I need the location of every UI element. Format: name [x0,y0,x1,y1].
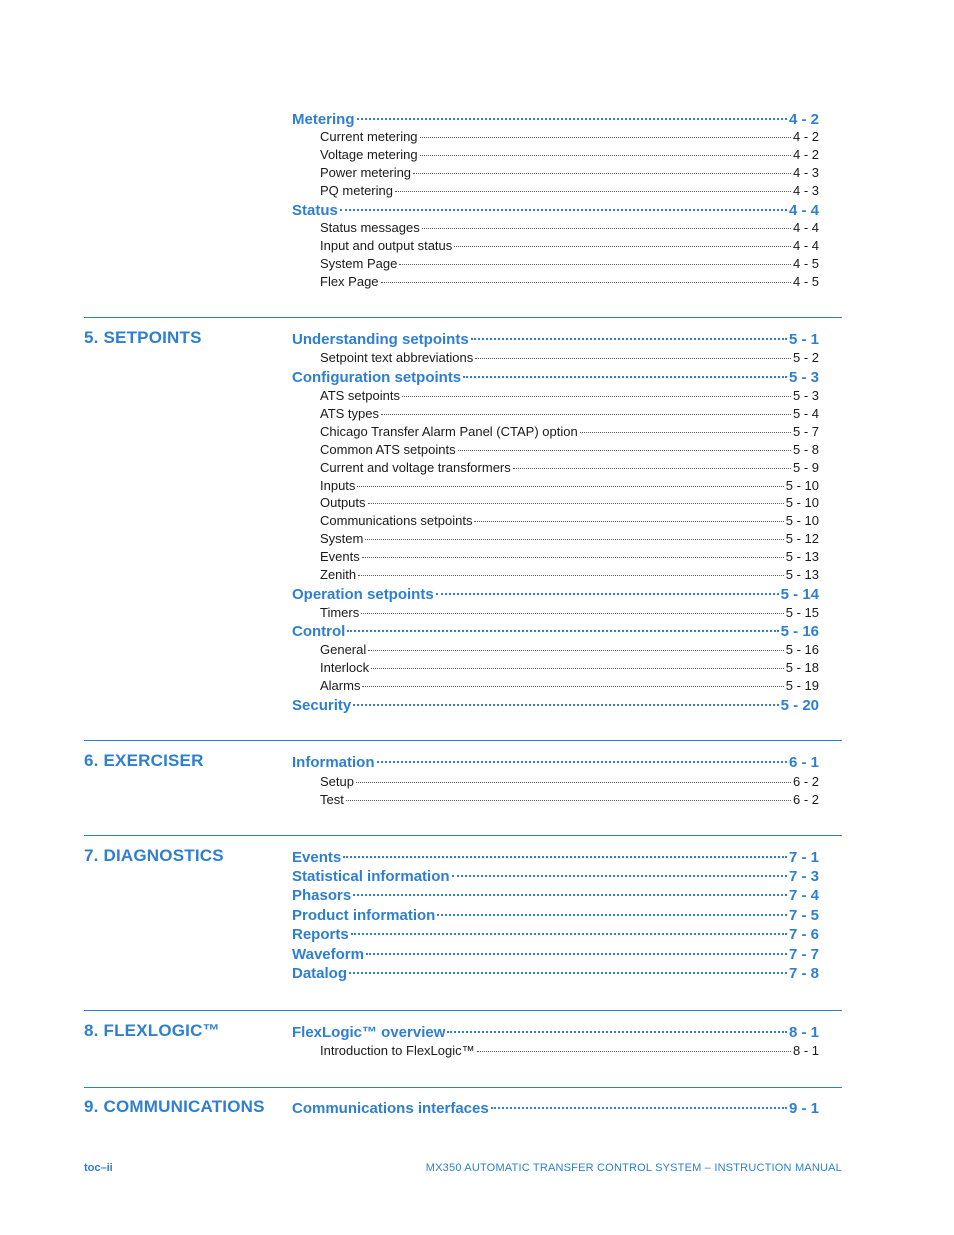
toc-entry-page: 6 - 2 [792,792,819,807]
toc-entry-title: Setup [320,774,354,789]
toc-entry-page: 5 - 4 [792,406,819,421]
dot-leader [452,875,787,877]
toc-entry-title: Interlock [320,660,370,675]
toc-entry-page: 5 - 16 [780,623,819,640]
dot-leader [371,668,784,669]
toc-subsection-link[interactable] [320,146,819,164]
toc-entry-title: PQ metering [320,183,393,198]
toc-section-link[interactable] [292,1023,819,1042]
toc-section-link[interactable] [292,368,819,387]
toc-entry-title: Voltage metering [320,147,418,162]
toc-entry-page: 4 - 4 [792,238,819,253]
chapter-heading[interactable]: 6. EXERCISER [84,751,204,770]
toc-section-link[interactable] [292,110,819,129]
toc-entry-title: Setpoint text abbreviations [320,350,474,365]
toc-entry-title: Status [292,202,338,219]
toc-entry-title: Test [320,792,344,807]
dot-leader [361,613,784,614]
toc-entry-page: 7 - 5 [788,907,819,924]
toc-entry-title: Phasors [292,887,352,904]
toc-subsection-link[interactable] [320,494,819,512]
toc-entry-page: 5 - 10 [785,513,819,528]
toc-subsection-link[interactable] [320,441,819,459]
dot-leader [437,914,787,916]
toc-subsection-link[interactable] [320,255,819,273]
dot-leader [447,1031,787,1033]
toc-entry-page: 5 - 8 [792,442,819,457]
toc-section-link[interactable] [292,925,819,944]
section-divider [84,1087,842,1088]
dot-leader [399,264,791,265]
toc-entry-title: Zenith [320,567,357,582]
toc-entry-title: ATS setpoints [320,388,400,403]
toc-entry-title: Introduction to FlexLogic™ [320,1043,475,1058]
dot-leader [368,650,784,651]
dot-leader [463,376,787,378]
section-divider [84,317,842,318]
dot-leader [436,593,779,595]
toc-entry-page: 4 - 2 [788,111,819,128]
toc-entry-title: Common ATS setpoints [320,442,456,457]
toc-subsection-link[interactable] [320,773,819,791]
dot-leader [353,704,778,706]
toc-entry-page: 7 - 7 [788,946,819,963]
toc-entry-title: ATS types [320,406,380,421]
dot-leader [477,1051,791,1052]
toc-subsection-link[interactable] [320,477,819,495]
toc-entry-title: FlexLogic™ overview [292,1024,446,1041]
toc-entry-title: Configuration setpoints [292,369,462,386]
toc-entry-page: 5 - 13 [785,549,819,564]
toc-entry-title: Outputs [320,495,366,510]
toc-entry-page: 7 - 6 [788,926,819,943]
dot-leader [357,118,787,120]
toc-subsection-link[interactable] [320,604,819,622]
toc-entry-page: 7 - 4 [788,887,819,904]
toc-entry-title: Current metering [320,129,418,144]
toc-subsection-link[interactable] [320,530,819,548]
toc-entry-title: Inputs [320,478,356,493]
dot-leader [381,282,791,283]
toc-entry-page: 7 - 8 [788,965,819,982]
toc-section-link[interactable] [292,753,819,772]
toc-subsection-link[interactable] [320,641,819,659]
toc-entry-page: 8 - 1 [788,1024,819,1041]
toc-section-link[interactable] [292,867,819,886]
toc-entry-title: Current and voltage transformers [320,460,511,475]
dot-leader [420,137,791,138]
toc-entry-title: Control [292,623,346,640]
toc-entry-page: 4 - 3 [792,165,819,180]
toc-subsection-link[interactable] [320,791,819,809]
dot-leader [340,209,787,211]
toc-entry-title: Operation setpoints [292,586,434,603]
toc-entry-page: 4 - 2 [792,129,819,144]
toc-section-link[interactable] [292,906,819,925]
dot-leader [358,575,784,576]
toc-entry-title: Security [292,697,352,714]
dot-leader [454,246,791,247]
toc-entry-page: 5 - 18 [785,660,819,675]
dot-leader [347,630,778,632]
toc-entry-page: 4 - 5 [792,256,819,271]
toc-entry-title: Product information [292,907,436,924]
toc-entry-title: Status messages [320,220,420,235]
toc-entry-page: 5 - 14 [780,586,819,603]
toc-subsection-link[interactable] [320,349,819,367]
dot-leader [580,432,791,433]
dot-leader [356,782,791,783]
dot-leader [353,894,787,896]
toc-entry-title: Communications setpoints [320,513,473,528]
dot-leader [346,800,791,801]
toc-entry-page: 9 - 1 [788,1100,819,1117]
toc-subsection-link[interactable] [320,387,819,405]
toc-entry-title: System [320,531,364,546]
toc-entry-title: Events [320,549,360,564]
toc-entry-page: 5 - 13 [785,567,819,582]
chapter-heading[interactable]: 7. DIAGNOSTICS [84,846,224,865]
dot-leader [402,396,791,397]
toc-entry-page: 5 - 1 [788,331,819,348]
toc-entry-page: 5 - 10 [785,478,819,493]
toc-entry-page: 5 - 15 [785,605,819,620]
dot-leader [357,486,783,487]
toc-entry-title: General [320,642,367,657]
section-divider [84,1010,842,1011]
dot-leader [513,468,791,469]
dot-leader [413,173,791,174]
dot-leader [366,953,787,955]
toc-entry-title: Statistical information [292,868,450,885]
toc-entry-page: 4 - 5 [792,274,819,289]
toc-entry-title: Flex Page [320,274,379,289]
toc-section-link[interactable] [292,622,819,641]
dot-leader [491,1107,787,1109]
toc-subsection-link[interactable] [320,677,819,695]
toc-entry-page: 5 - 9 [792,460,819,475]
toc-subsection-link[interactable] [320,128,819,146]
toc-subsection-link[interactable] [320,1042,819,1060]
toc-entry-title: Timers [320,605,360,620]
chapter-heading[interactable]: 9. COMMUNICATIONS [84,1097,265,1116]
dot-leader [395,191,791,192]
toc-entry-title: Understanding setpoints [292,331,469,348]
toc-section-link[interactable] [292,696,819,715]
toc-entry-page: 4 - 3 [792,183,819,198]
dot-leader [349,972,787,974]
toc-entry-page: 5 - 20 [780,697,819,714]
footer-manual-title: MX350 AUTOMATIC TRANSFER CONTROL SYSTEM – INSTRUCTION MANUAL [425,1162,842,1174]
toc-section-link[interactable] [292,945,819,964]
dot-leader [420,155,791,156]
toc-entry-page: 5 - 12 [785,531,819,546]
toc-entry-page: 4 - 2 [792,147,819,162]
dot-leader [362,686,783,687]
toc-entry-page: 6 - 1 [788,754,819,771]
toc-subsection-link[interactable] [320,548,819,566]
toc-entry-title: Datalog [292,965,348,982]
dot-leader [471,338,787,340]
toc-section-link[interactable] [292,848,819,867]
toc-subsection-link[interactable] [320,273,819,291]
dot-leader [362,557,784,558]
toc-entry-page: 7 - 1 [788,849,819,866]
toc-entry-title: Communications interfaces [292,1100,489,1117]
toc-entry-title: Information [292,754,375,771]
toc-entry-title: Power metering [320,165,412,180]
toc-section-link[interactable] [292,886,819,905]
toc-entry-title: Alarms [320,678,361,693]
toc-section-link[interactable] [292,964,819,983]
toc-subsection-link[interactable] [320,237,819,255]
toc-section-link[interactable] [292,330,819,349]
chapter-heading[interactable]: 5. SETPOINTS [84,328,202,347]
section-divider [84,740,842,741]
toc-entry-page: 5 - 10 [785,495,819,510]
toc-entry-title: Events [292,849,342,866]
dot-leader [475,358,791,359]
toc-entry-page: 8 - 1 [792,1043,819,1058]
toc-subsection-link[interactable] [320,459,819,477]
section-divider [84,835,842,836]
toc-subsection-link[interactable] [320,566,819,584]
toc-entry-title: Reports [292,926,349,943]
toc-section-link[interactable] [292,201,819,220]
toc-entry-page: 5 - 2 [792,350,819,365]
toc-entry-page: 5 - 7 [792,424,819,439]
toc-entry-title: Metering [292,111,355,128]
toc-entry-page: 6 - 2 [792,774,819,789]
toc-entry-page: 5 - 3 [792,388,819,403]
toc-entry-title: Chicago Transfer Alarm Panel (CTAP) option [320,424,578,439]
toc-subsection-link[interactable] [320,512,819,530]
toc-entry-page: 4 - 4 [788,202,819,219]
dot-leader [343,856,787,858]
toc-entry-page: 7 - 3 [788,868,819,885]
toc-subsection-link[interactable] [320,164,819,182]
toc-entry-page: 5 - 3 [788,369,819,386]
toc-entry-title: System Page [320,256,398,271]
toc-entry-title: Waveform [292,946,364,963]
toc-entry-title: Input and output status [320,238,453,253]
toc-section-link[interactable] [292,585,819,604]
dot-leader [458,450,791,451]
toc-subsection-link[interactable] [320,659,819,677]
dot-leader [474,521,783,522]
footer-page-label: toc–ii [84,1162,113,1174]
toc-entry-page: 5 - 19 [785,678,819,693]
toc-entry-page: 5 - 16 [785,642,819,657]
dot-leader [381,414,791,415]
toc-entry-page: 4 - 4 [792,220,819,235]
toc-subsection-link[interactable] [320,219,819,237]
dot-leader [377,761,787,763]
chapter-heading[interactable]: 8. FLEXLOGIC™ [84,1021,220,1040]
toc-subsection-link[interactable] [320,182,819,200]
toc-subsection-link[interactable] [320,405,819,423]
dot-leader [365,539,783,540]
dot-leader [422,228,791,229]
dot-leader [368,503,784,504]
toc-subsection-link[interactable] [320,423,819,441]
dot-leader [351,933,787,935]
toc-section-link[interactable] [292,1099,819,1118]
